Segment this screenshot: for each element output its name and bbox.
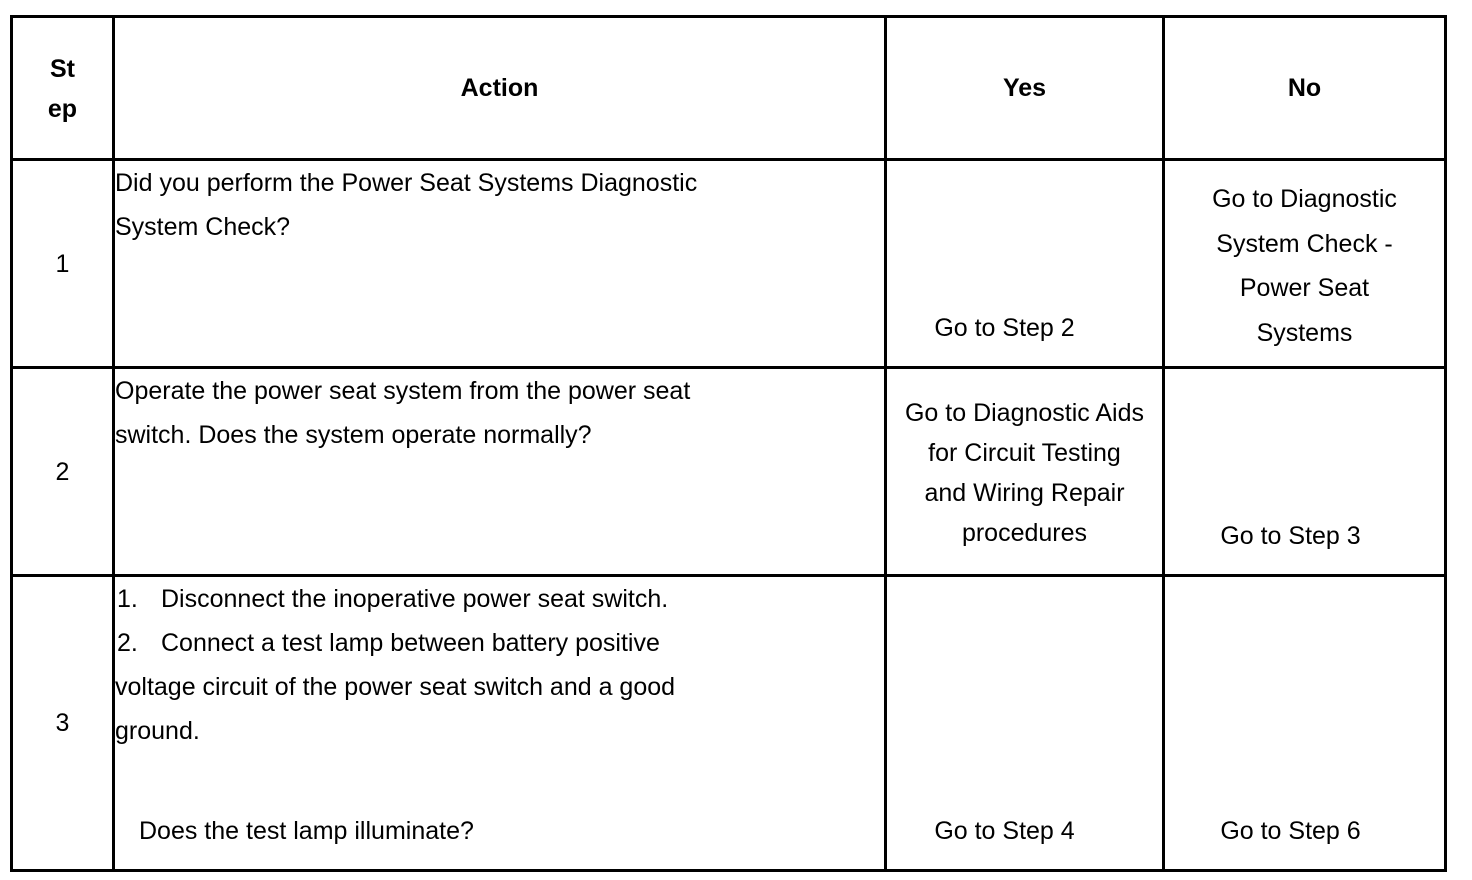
header-step xyxy=(12,17,114,160)
step-number: 1 xyxy=(12,160,114,368)
yes-text: Go to Step 4 xyxy=(934,817,1075,845)
table-row xyxy=(12,160,1446,368)
yes-text: Go to Step 2 xyxy=(934,314,1075,342)
header-yes: Yes xyxy=(886,17,1164,160)
header-step-line1: St xyxy=(50,55,75,83)
no-text: Go to Step 6 xyxy=(1220,817,1361,845)
step-number: 2 xyxy=(12,368,114,576)
no-text: Go to Step 3 xyxy=(1220,522,1361,550)
header-step-line2: ep xyxy=(47,95,78,123)
action-text: Connect a test lamp between battery positive xyxy=(161,629,660,657)
action-list-item xyxy=(115,577,884,621)
action-text: Operate the power seat system from the power seat xyxy=(115,377,691,405)
step-number: 3 xyxy=(12,576,114,871)
no-text: Power Seat xyxy=(1239,274,1370,302)
yes-text: for Circuit Testing xyxy=(928,439,1121,467)
no-cell xyxy=(1164,160,1446,368)
no-cell xyxy=(1164,576,1446,871)
action-text: Disconnect the inoperative power seat switch. xyxy=(161,585,669,613)
table-row xyxy=(12,368,1446,576)
yes-cell xyxy=(886,368,1164,576)
list-number: 2. xyxy=(117,629,138,657)
action-list-item xyxy=(115,621,884,665)
action-question: Does the test lamp illuminate? xyxy=(139,817,474,845)
action-text: Did you perform the Power Seat Systems Diagnostic xyxy=(115,169,698,197)
header-row xyxy=(12,17,1446,160)
action-text: System Check? xyxy=(115,213,291,241)
list-number: 1. xyxy=(117,585,138,613)
no-text: Systems xyxy=(1256,318,1353,347)
yes-cell xyxy=(886,576,1164,871)
no-cell xyxy=(1164,368,1446,576)
action-cell xyxy=(114,576,886,871)
action-text: switch. Does the system operate normally? xyxy=(115,421,592,449)
action-cell xyxy=(114,368,886,576)
yes-text: Go to Diagnostic Aids xyxy=(904,399,1144,427)
table-row xyxy=(12,576,1446,871)
diagnostic-table xyxy=(10,15,1447,872)
action-cell xyxy=(114,160,886,368)
yes-text-block xyxy=(887,393,1162,553)
header-action: Action xyxy=(114,17,886,160)
yes-cell xyxy=(886,160,1164,368)
action-text: voltage circuit of the power seat switch and a good xyxy=(115,673,676,701)
yes-text: and Wiring Repair xyxy=(924,479,1125,507)
header-no: No xyxy=(1164,17,1446,160)
action-text: ground. xyxy=(115,717,200,745)
no-text-block xyxy=(1165,177,1444,355)
yes-text: procedures xyxy=(961,519,1088,547)
no-text: Go to Diagnostic xyxy=(1212,185,1397,213)
no-text: System Check - xyxy=(1216,229,1393,258)
